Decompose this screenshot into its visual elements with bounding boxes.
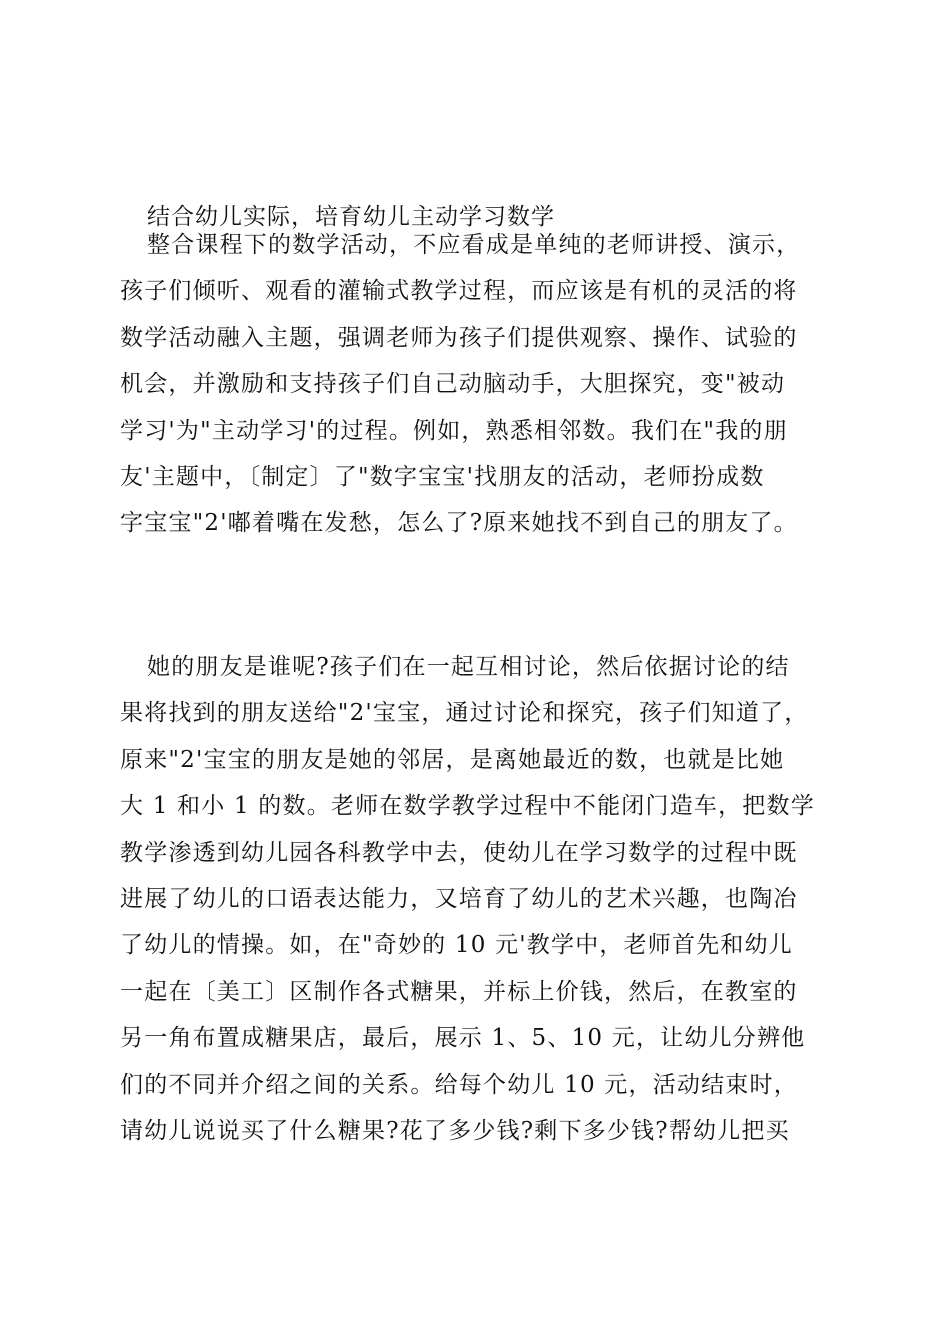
paragraph-line: 一起在〔美工〕区制作各式糖果，并标上价钱，然后，在教室的	[120, 978, 798, 1005]
paragraph-line: 请幼儿说说买了什么糖果?花了多少钱?剩下多少钱?帮幼儿把买	[120, 1118, 790, 1145]
paragraph-line: 友'主题中，〔制定〕了"数字宝宝'找朋友的活动，老师扮成数	[120, 464, 765, 491]
paragraph-line: 数学活动融入主题，强调老师为孩子们提供观察、操作、试验的	[120, 324, 798, 351]
paragraph-line: 另一角布置成糖果店，最后，展示 1、5、10 元，让幼儿分辨他	[120, 1025, 806, 1052]
paragraph-line: 大 1 和小 1 的数。老师在数学教学过程中不能闭门造车，把数学	[120, 793, 815, 820]
paragraph-line: 原来"2'宝宝的朋友是她的邻居，是离她最近的数，也就是比她	[120, 746, 785, 773]
paragraph-line: 她的朋友是谁呢?孩子们在一起互相讨论，然后依据讨论的结	[147, 654, 790, 680]
paragraph-line: 了幼儿的情操。如，在"奇妙的 10 元'教学中，老师首先和幼儿	[120, 932, 793, 959]
paragraph-2	[120, 644, 840, 1154]
paragraph-line: 字宝宝"2'嘟着嘴在发愁，怎么了?原来她找不到自己的朋友了。	[120, 510, 798, 537]
paragraph-line: 教学渗透到幼儿园各科教学中去，使幼儿在学习数学的过程中既	[120, 839, 798, 866]
paragraph-line: 整合课程下的数学活动，不应看成是单纯的老师讲授、演示，	[147, 232, 801, 258]
paragraph-1	[120, 222, 840, 547]
paragraph-line: 机会，并激励和支持孩子们自己动脑动手，大胆探究，变"被动	[120, 371, 786, 398]
paragraph-line: 果将找到的朋友送给"2'宝宝，通过讨论和探究，孩子们知道了，	[120, 700, 809, 727]
paragraph-line: 学习'为"主动学习'的过程。例如，熟悉相邻数。我们在"我的朋	[120, 417, 788, 444]
paragraph-line: 进展了幼儿的口语表达能力，又培育了幼儿的艺术兴趣，也陶冶	[120, 886, 798, 913]
paragraph-line: 们的不同并介绍之间的关系。给每个幼儿 10 元，活动结束时，	[120, 1071, 798, 1098]
document-title: 结合幼儿实际，培育幼儿主动学习数学	[147, 204, 555, 230]
paragraph-line: 孩子们倾听、观看的灌输式教学过程，而应该是有机的灵活的将	[120, 278, 798, 305]
